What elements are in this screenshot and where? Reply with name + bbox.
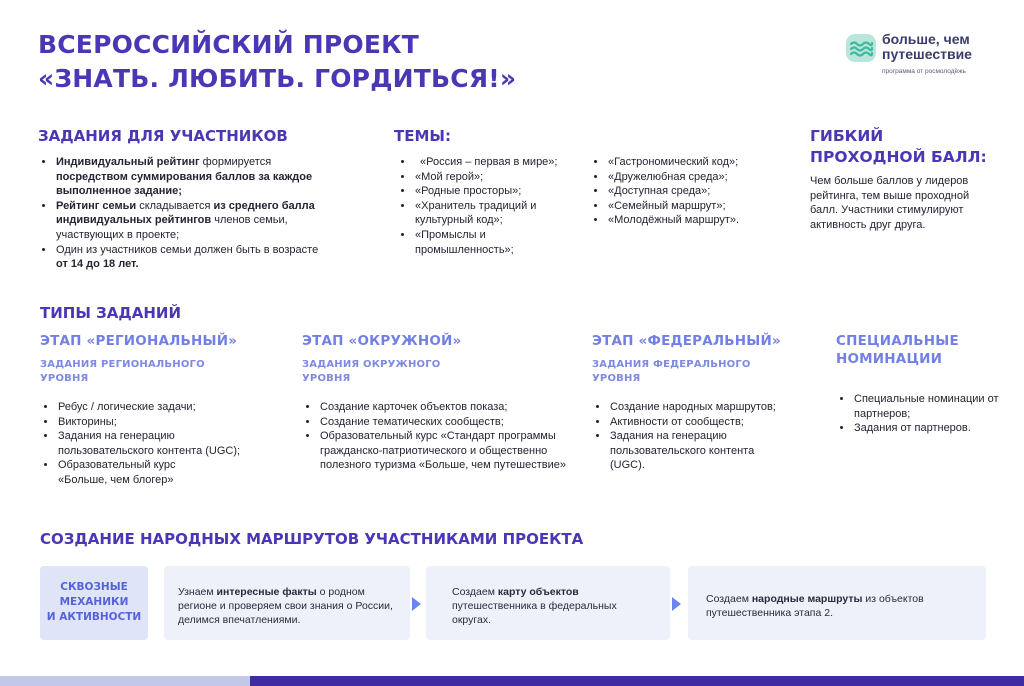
route-step-3 — [688, 566, 986, 640]
theme-item: • «Молодёжный маршрут». — [607, 213, 792, 228]
theme-item: • «Дружелюбная среда»; — [607, 170, 792, 185]
tasks-item: • Рейтинг семьи складывается из среднего балла индивидуальных рейтингов членов семьи, участвующих в проекте; — [55, 199, 330, 243]
route-step-1 — [164, 566, 410, 640]
themes-heading: ТЕМЫ: — [394, 127, 451, 145]
logo-line-1: больше, чем — [882, 31, 970, 47]
tasks-heading: ЗАДАНИЯ ДЛЯ УЧАСТНИКОВ — [38, 127, 288, 145]
title-line-2: «ЗНАТЬ. ЛЮБИТЬ. ГОРДИТЬСЯ!» — [38, 64, 517, 93]
task-item: • Создание тематических сообществ; — [319, 415, 584, 430]
logo-subtitle: программа от росмолодёжь — [882, 68, 966, 75]
theme-item: • «Семейный маршрут»; — [607, 199, 792, 214]
task-item: • Создание народных маршрутов; — [609, 400, 824, 415]
route-step-3-text: Создаем народные маршруты из объектов путешественника этапа 2. — [706, 593, 924, 619]
arrow-right-icon — [412, 597, 421, 611]
tasks-item: • Один из участников семьи должен быть в возрасте от 14 до 18 лет. — [55, 243, 330, 272]
themes-section — [394, 126, 794, 146]
task-item: • Активности от сообществ; — [609, 415, 824, 430]
theme-item: • «Мой герой»; — [414, 170, 589, 185]
logo — [842, 30, 1012, 80]
logo-wordmark — [882, 32, 972, 62]
task-item: • Образовательный курс «Стандарт программы гражданско-патриотического и общественно полезного туризма «Больше, чем путешествие» — [319, 429, 584, 473]
stage-special — [836, 332, 1016, 436]
routes-heading: СОЗДАНИЕ НАРОДНЫХ МАРШРУТОВ УЧАСТНИКАМИ ПРОЕКТА — [40, 530, 584, 548]
theme-item: • «Гастрономический код»; — [607, 155, 792, 170]
task-item: • Задания на генерацию пользовательского контента (UGC). — [609, 429, 790, 473]
stage-district-subtitle: ЗАДАНИЯ ОКРУЖНОГО УРОВНЯ — [302, 359, 441, 384]
theme-item: • «Россия – первая в мире»; — [414, 155, 589, 170]
stage-district-title: ЭТАП «ОКРУЖНОЙ» — [302, 333, 462, 349]
stage-special-title: СПЕЦИАЛЬНЫЕ НОМИНАЦИИ — [836, 333, 959, 367]
theme-item: • «Родные просторы»; — [414, 184, 589, 199]
flex-score-heading: ГИБКИЙ ПРОХОДНОЙ БАЛЛ: — [810, 127, 987, 166]
stage-federal-title: ЭТАП «ФЕДЕРАЛЬНЫЙ» — [592, 333, 781, 349]
theme-item: • «Доступная среда»; — [607, 184, 792, 199]
stage-regional — [40, 332, 285, 488]
bottom-band-accent — [0, 676, 250, 686]
route-step-1-text: Узнаем интересные факты о родном регионе и проверяем свои знания о России, делимся впечатлениями. — [178, 586, 393, 626]
task-item: • Задания на генерацию пользовательского контента (UGC); — [57, 429, 268, 458]
stage-federal-list — [592, 400, 824, 473]
page-title — [38, 28, 516, 96]
stage-district-list — [302, 400, 584, 473]
stage-district — [302, 332, 572, 473]
stage-regional-title: ЭТАП «РЕГИОНАЛЬНЫЙ» — [40, 333, 238, 349]
flex-score-text: Чем больше баллов у лидеров рейтинга, тем выше проходной балл. Участники стимулируют активность друг друга. — [810, 175, 970, 231]
mechanics-label-card — [40, 566, 148, 640]
task-item: • Ребус / логические задачи; — [57, 400, 287, 415]
tasks-list — [38, 155, 330, 272]
task-item: • Викторины; — [57, 415, 287, 430]
arrow-right-icon — [672, 597, 681, 611]
route-step-2 — [426, 566, 670, 640]
stage-federal-subtitle: ЗАДАНИЯ ФЕДЕРАЛЬНОГО УРОВНЯ — [592, 359, 751, 384]
task-item: • Специальные номинации от партнеров; — [853, 392, 1021, 421]
tasks-item: • Индивидуальный рейтинг формируется посредством суммирования баллов за каждое выполненное задание; — [55, 155, 330, 199]
themes-list-1 — [397, 155, 589, 257]
themes-list-2 — [590, 155, 792, 228]
tasks-section — [38, 126, 338, 272]
flex-score-section — [810, 126, 1000, 232]
title-line-1: ВСЕРОССИЙСКИЙ ПРОЕКТ — [38, 30, 419, 59]
theme-item: • «Хранитель традиций и культурный код»; — [414, 199, 555, 228]
theme-item: • «Промыслы и промышленность»; — [414, 228, 555, 257]
stage-special-list — [836, 392, 1021, 436]
mechanics-label: СКВОЗНЫЕ МЕХАНИКИ И АКТИВНОСТИ — [46, 581, 142, 623]
stage-regional-subtitle: ЗАДАНИЯ РЕГИОНАЛЬНОГО УРОВНЯ — [40, 359, 205, 384]
task-item: • Образовательный курс «Больше, чем блогер» — [57, 458, 223, 487]
logo-line-2: путешествие — [882, 46, 972, 62]
waves-icon — [846, 34, 876, 62]
stage-federal — [592, 332, 817, 473]
route-step-2-text: Создаем карту объектов путешественника в федеральных округах. — [452, 586, 617, 626]
types-heading: ТИПЫ ЗАДАНИЙ — [40, 304, 181, 322]
task-item: • Создание карточек объектов показа; — [319, 400, 584, 415]
stage-regional-list — [40, 400, 287, 488]
task-item: • Задания от партнеров. — [853, 421, 1021, 436]
